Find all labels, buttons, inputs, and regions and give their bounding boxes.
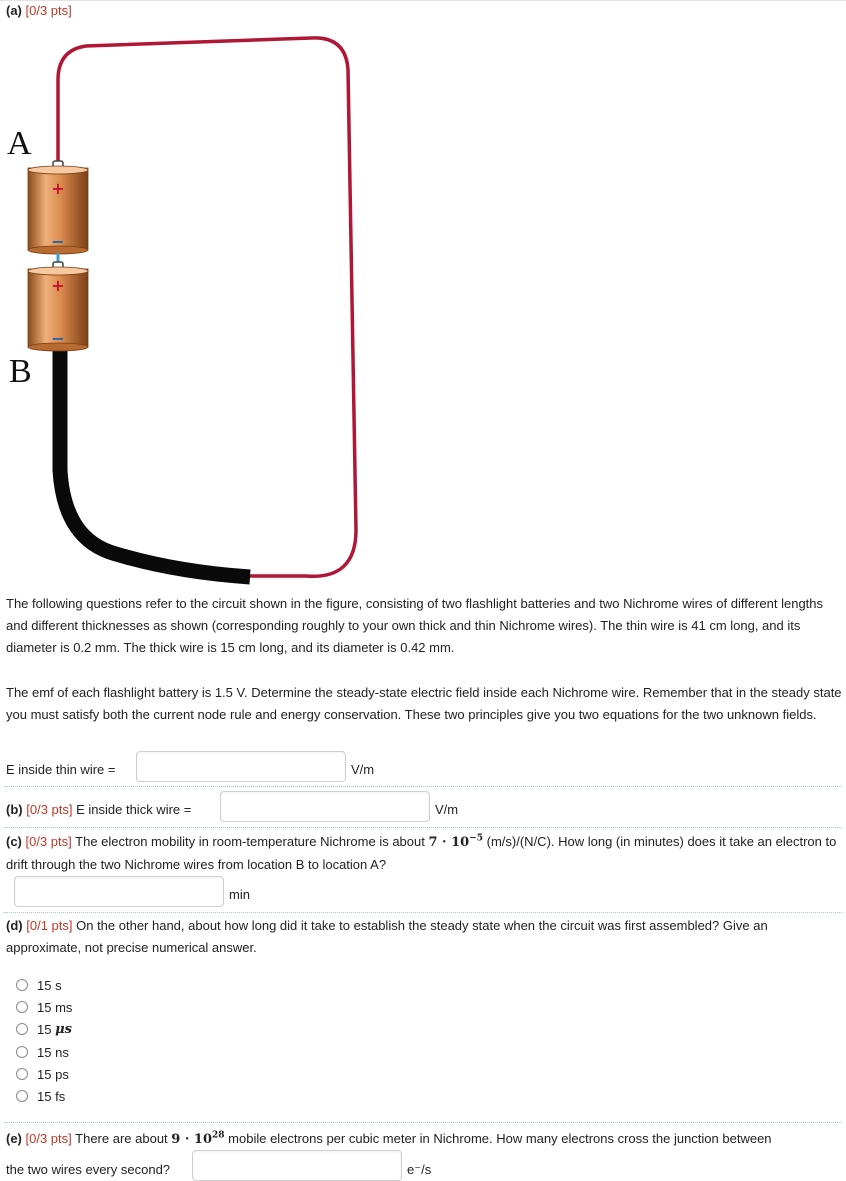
drift-time-input[interactable] [14, 876, 224, 907]
thin-wire-field-input[interactable] [136, 751, 346, 782]
electron-rate-unit: e⁻/s [407, 1162, 432, 1177]
option-number: 15 [37, 1021, 52, 1037]
part-e-label: (e) [6, 1131, 22, 1146]
option-number: 15 [37, 1044, 52, 1060]
option-number: 15 [37, 1088, 52, 1104]
part-c-label: (c) [6, 834, 22, 849]
option-unit: μs [55, 1021, 72, 1037]
part-c-question [6, 831, 844, 876]
separator-b [4, 786, 842, 787]
battery-top-minus: − [51, 232, 65, 251]
part-d-question [6, 915, 844, 959]
part-e-points: [0/3 pts] [25, 1131, 72, 1146]
electron-rate-input[interactable] [192, 1150, 402, 1181]
option-number: 15 [37, 999, 52, 1015]
thick-wire-unit: V/m [435, 802, 459, 817]
part-e-text-after: mobile electrons per cubic meter in Nichrome. How many electrons cross the junction between [228, 1131, 772, 1146]
part-a-header [6, 3, 72, 18]
thick-wire-prompt: E inside thick wire = [76, 802, 192, 817]
option-15-ms[interactable] [16, 998, 72, 1016]
battery-top-plus: + [51, 179, 65, 198]
mobility-math [428, 835, 483, 850]
radio-button[interactable] [16, 1001, 28, 1013]
radio-button[interactable] [16, 1023, 28, 1035]
part-d-points: [0/1 pts] [26, 918, 73, 933]
option-unit: s [55, 977, 62, 993]
battery-bottom [28, 262, 88, 351]
part-b-header [6, 802, 191, 817]
option-15-us[interactable] [16, 1020, 72, 1038]
part-b-points: [0/3 pts] [26, 802, 73, 817]
electron-density-math [171, 1132, 224, 1147]
thin-wire-prompt: E inside thin wire = [6, 762, 116, 777]
option-15-ps[interactable] [16, 1065, 69, 1083]
part-c-text-after: (m/s)/(N/C). How long (in minutes) does it take an electron to drift through the two Nichrome wires from location B to location A? [6, 834, 837, 872]
mobility-math-base: 7 · 10 [428, 835, 470, 850]
option-number: 15 [37, 1066, 52, 1082]
radio-button[interactable] [16, 1068, 28, 1080]
circuit-diagram [6, 20, 360, 586]
option-15-s[interactable] [16, 976, 62, 994]
thin-wire [58, 38, 356, 576]
circuit-figure [6, 20, 360, 586]
part-d-label: (d) [6, 918, 23, 933]
part-e-text-before: There are about [75, 1131, 168, 1146]
location-label-b: B [9, 353, 32, 390]
part-a-points: [0/3 pts] [25, 3, 72, 18]
separator-c [4, 827, 842, 828]
option-unit: fs [55, 1088, 66, 1104]
radio-button[interactable] [16, 1046, 28, 1058]
part-e-text-line2: the two wires every second? [6, 1162, 171, 1177]
intro-paragraph-1: The following questions refer to the circuit shown in the figure, consisting of two flashlight batteries and two Nichrome wires of different lengths and different thicknesses as shown (corresponding roughly to your own thick and thin Nichrome wires). The thin wire is 41 cm long, and its diameter is 0.2 mm. The thick wire is 15 cm long, and its diameter is 0.42 mm. [6, 596, 824, 655]
mobility-math-exponent: −5 [469, 833, 484, 844]
option-number: 15 [37, 977, 52, 993]
thin-wire-unit: V/m [351, 762, 375, 777]
option-unit: ns [55, 1044, 69, 1060]
electron-density-math-exponent: 28 [212, 1130, 225, 1141]
option-unit: ps [55, 1066, 69, 1082]
radio-button[interactable] [16, 979, 28, 991]
battery-top [28, 161, 88, 254]
part-a-label: (a) [6, 3, 22, 18]
part-e-question [6, 1128, 844, 1151]
option-15-fs[interactable] [16, 1087, 65, 1105]
option-unit: ms [55, 999, 73, 1015]
location-label-a: A [7, 125, 32, 162]
top-border [0, 0, 846, 1]
part-d-text: On the other hand, about how long did it take to establish the steady state when the circuit was first assembled? Give an approximate, not precise numerical answer. [6, 918, 768, 955]
part-c-text-before: The electron mobility in room-temperature Nichrome is about [75, 834, 425, 849]
battery-bottom-minus: − [51, 329, 65, 348]
separator-e [4, 1122, 842, 1123]
electron-density-math-base: 9 · 10 [171, 1132, 213, 1147]
thick-wire [60, 346, 250, 577]
separator-d [4, 912, 842, 913]
drift-time-unit: min [229, 887, 250, 902]
intro-paragraph-2: The emf of each flashlight battery is 1.5 V. Determine the steady-state electric field inside each Nichrome wire. Remember that in the steady state you must satisfy both the current node rule and energy conservation. These two principles give you two equations for the two unknown fields. [6, 685, 842, 722]
option-15-ns[interactable] [16, 1043, 69, 1061]
battery-bottom-plus: + [51, 276, 65, 295]
part-b-label: (b) [6, 802, 23, 817]
part-c-points: [0/3 pts] [25, 834, 72, 849]
radio-button[interactable] [16, 1090, 28, 1102]
thick-wire-field-input[interactable] [220, 791, 430, 822]
